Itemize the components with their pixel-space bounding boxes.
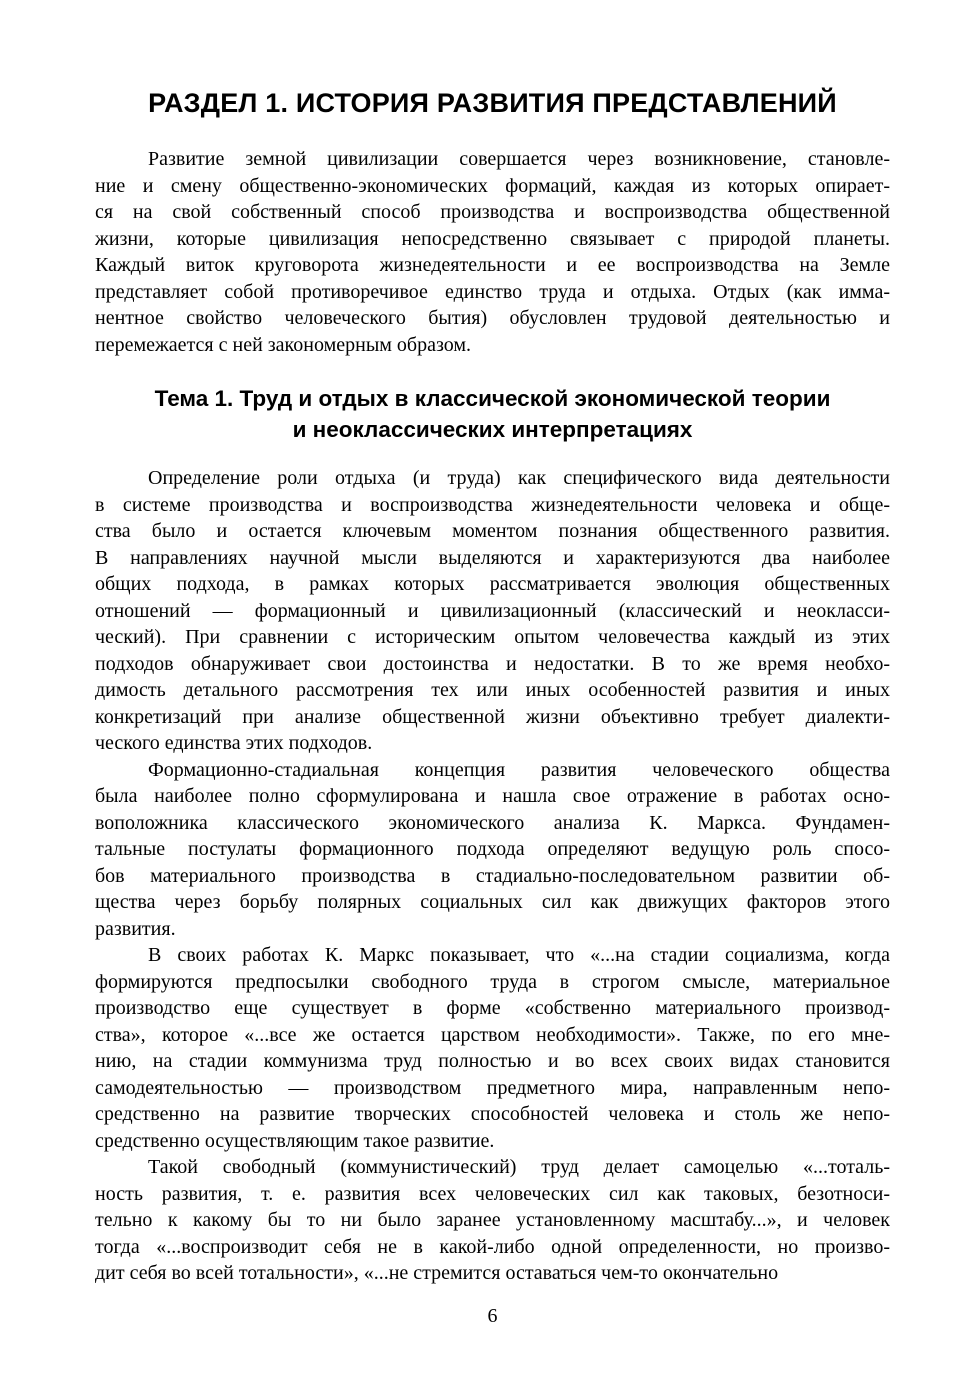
- text-line: тельно к какому бы то ни было заранее установленному масштабу...», и человек: [95, 1209, 890, 1231]
- text-line: В своих работах К. Маркс показывает, что «...на стадии социализма, когда: [148, 944, 890, 966]
- text-line: ность развития, т. е. развития всех человеческих сил как таковых, безотноси-: [95, 1182, 890, 1205]
- text-line: бов материального производства в стадиально-последовательном развитии об-: [95, 864, 890, 887]
- text-line: ческий). При сравнении с историческим опытом человечества каждый из этих: [95, 626, 890, 648]
- paragraph: [95, 1154, 890, 1287]
- paragraph: [95, 942, 890, 1154]
- text-line: ние и смену общественно-экономических формаций, каждая из которых опирает-: [95, 174, 890, 197]
- text-line: подходов обнаруживает свои достоинства и недостатки. В то же время необхо-: [95, 652, 890, 675]
- text-line: производство еще существует в форме «собственно материального производ-: [95, 997, 890, 1019]
- paragraph: [95, 465, 890, 757]
- paragraph: [95, 146, 890, 358]
- text-line: тальные постулаты формационного подхода определяют ведущую роль спосо-: [95, 838, 890, 860]
- text-line: димость детального рассмотрения тех или иных особенностей развития и иных: [95, 679, 890, 701]
- text-line: самодеятельностью — производством предметного мира, направленным непо-: [95, 1076, 890, 1099]
- text-line: представляет собой противоречивое единство труда и отдыха. Отдых (как имма-: [95, 280, 890, 303]
- text-line: Развитие земной цивилизации совершается через возникновение, становле-: [148, 148, 890, 170]
- text-line: Формационно-стадиальная концепция развития человеческого общества: [148, 758, 890, 781]
- text-line: перемежается с ней закономерным образом.: [95, 333, 472, 356]
- intro-paragraphs: [95, 146, 890, 358]
- text-line: ся на свой собственный способ производства и воспроизводства общественной: [95, 201, 890, 223]
- text-line: была наиболее полно сформулирована и нашла свое отражение в работах осно-: [95, 785, 890, 807]
- text-line: Каждый виток круговорота жизнедеятельности и ее воспроизводства на Земле: [95, 254, 890, 276]
- text-line: формируются предпосылки свободного труда в строгом смысле, материальное: [95, 970, 890, 993]
- text-line: отношений — формационный и цивилизационный (классический и неокласси-: [95, 599, 890, 622]
- text-line: средственно на развитие творческих способностей человека и столь же непо-: [95, 1103, 890, 1125]
- text-line: ства», которое «...все же остается царством необходимости». Также, по его мне-: [95, 1023, 890, 1046]
- section-title: РАЗДЕЛ 1. ИСТОРИЯ РАЗВИТИЯ ПРЕДСТАВЛЕНИЙ: [148, 88, 837, 118]
- text-line: В направлениях научной мысли выделяются и характеризуются два наиболее: [95, 546, 890, 569]
- text-line: нию, на стадии коммунизма труд полностью и во всех своих видах становится: [95, 1050, 890, 1072]
- text-line: общих подхода, в рамках которых рассматривается эволюция общественных: [95, 573, 890, 595]
- topic-heading-line-1: Тема 1. Труд и отдых в классической экономической теории: [154, 386, 831, 411]
- text-line: жизни, которые цивилизация непосредственно связывает с природой планеты.: [95, 227, 890, 250]
- topic-heading: [95, 383, 890, 445]
- text-line: Такой свободный (коммунистический) труд делает самоцелью «...тоталь-: [148, 1156, 890, 1178]
- paragraph: [95, 757, 890, 943]
- body-paragraphs: [95, 465, 890, 1287]
- text-line: средственно осуществляющим такое развитие.: [95, 1129, 495, 1152]
- text-line: дит себя во всей тотальности», «...не стремится оставаться чем-то окончательно: [95, 1262, 779, 1284]
- page-number: 6: [487, 1304, 498, 1327]
- text-line: Определение роли отдыха (и труда) как специфического вида деятельности: [148, 467, 890, 489]
- text-line: щества через борьбу полярных социальных сил как движущих факторов этого: [95, 891, 890, 913]
- text-line: нентное свойство человеческого бытия) обусловлен трудовой деятельностью и: [95, 307, 890, 329]
- text-line: развития.: [95, 917, 176, 940]
- text-line: ства было и остается ключевым моментом познания общественного развития.: [95, 520, 890, 542]
- text-line: тогда «...воспроизводит себя не в какой-либо одной определенности, но произво-: [95, 1235, 890, 1258]
- text-line: в системе производства и воспроизводства жизнедеятельности человека и обще-: [95, 493, 890, 516]
- text-line: ческого единства этих подходов.: [95, 732, 373, 754]
- text-line: конкретизаций при анализе общественной жизни объективно требует диалекти-: [95, 705, 890, 728]
- text-line: воположника классического экономического анализа К. Маркса. Фундамен-: [95, 811, 890, 834]
- topic-heading-line-2: и неоклассических интерпретациях: [292, 417, 693, 442]
